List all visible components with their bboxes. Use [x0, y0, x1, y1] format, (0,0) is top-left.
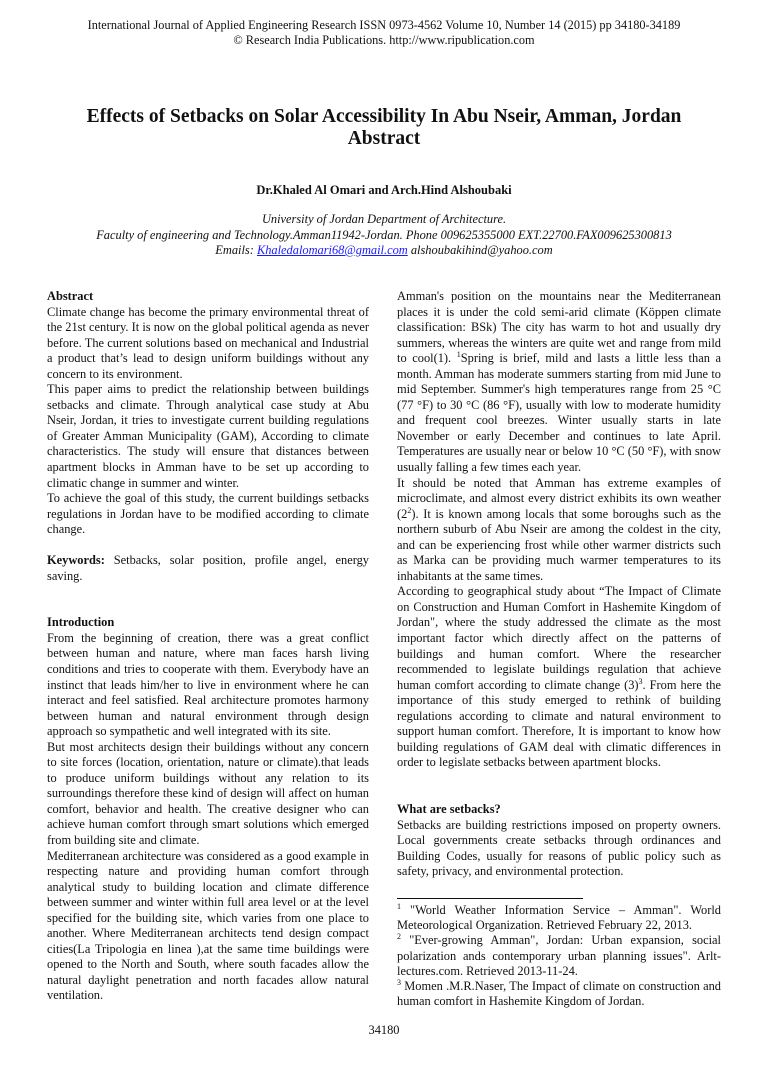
journal-citation: International Journal of Applied Engineering Research ISSN 0973-4562 Volume 10, Number 14 (2015) pp 34180-34189: [87, 18, 681, 32]
text: Amman's position on the mountains near the Mediterranean places it is under the cold semi-arid climate (Köppen climate classification: BSk) The city has warm to hot and usually dry summers, whereas the winters are quite wet and range from mild to cool(1).: [397, 289, 721, 366]
email-link[interactable]: Khaledalomari68@gmail.com: [256, 243, 408, 257]
emails-label: Emails:: [215, 243, 257, 257]
setbacks-paragraph: Setbacks are building restrictions imposed on property owners. Local governments create setbacks through ordinances and Building Codes, usually for reasons of public policy such as safety, privacy, and environmental protection.: [397, 817, 721, 879]
footnote-text: Momen .M.R.Naser, The Impact of climate on construction and human comfort in Hashemite Kingdom of Jordan.: [397, 979, 721, 1009]
intro-paragraph: But most architects design their buildings without any concern to site forces (location, orientation, nature or climate).that leads to produce uniform buildings without any relation to its surroundings therefore these kind of design will affect on human comfort, behavior and health. The creative designer who can achieve human comfort through smart solutions which emerged from building site and climate.: [47, 739, 369, 847]
paper-title: [0, 106, 768, 150]
keywords-label: Keywords:: [47, 553, 105, 568]
affiliation: [0, 212, 768, 259]
footnote: [397, 903, 721, 934]
publisher-line: © Research India Publications. http://www.ripublication.com: [233, 33, 535, 47]
affiliation-faculty: Faculty of engineering and Technology.Amman11942-Jordan. Phone 009625355000 EXT.22700.FAX009625300813: [96, 227, 672, 242]
authors: Dr.Khaled Al Omari and Arch.Hind Alshoubaki: [256, 183, 512, 197]
title-line: Effects of Setbacks on Solar Accessibility In Abu Nseir, Amman, Jordan: [86, 106, 682, 127]
abstract-heading: Abstract: [47, 289, 94, 303]
footnote-text: "World Weather Information Service – Amman". World Meteorological Organization. Retrieved February 22, 2013.: [397, 902, 721, 932]
abstract-paragraph: Climate change has become the primary environmental threat of the 21st century. It is now on the global political agenda as never before. The current solutions based on mechanical and Industrial a product that’s lead to design uniform buildings without any concern to its environment.: [47, 304, 369, 381]
setbacks-heading: What are setbacks?: [397, 801, 501, 816]
text: According to geographical study about “The Impact of Climate on Construction and Human Comfort in Hashemite Kingdom of Jordan", where the study addressed the climate as the most important factor which directly affect on the patterns of buildings and human comfort. Where the researcher recommended to legislate buildings regulation that achieve human comfort according to climate change (3): [397, 584, 721, 692]
left-column: [47, 289, 369, 1004]
microclimate-paragraph: [397, 476, 721, 585]
footnote: [397, 979, 721, 1010]
keywords-text: Setbacks, solar position, profile angel, energy saving.: [47, 553, 369, 583]
climate-paragraph: [397, 289, 721, 476]
footnote-number: 3: [397, 978, 401, 988]
footnote-text: "Ever-growing Amman", Jordan: Urban expansion, social polarization ands contemporary urban planning issues". Arlt-lectures.com. Retrieved 2013-11-24.: [397, 933, 721, 978]
intro-paragraph: From the beginning of creation, there was a great conflict between human and nature, where man faces harsh living conditions and tries to cooperate with them. Everybody have an instinct that leads him/her to live in environment where he can interact and feel satisfied. Real architecture promotes harmony between human and natural environment through design approach so sympathetic and well integrated with its site.: [47, 630, 369, 739]
footnote-number: 1: [397, 901, 401, 911]
abstract-paragraph: To achieve the goal of this study, the current buildings setbacks regulations in Jordan have to be modified according to climate change.: [47, 491, 369, 537]
page-number: 34180: [368, 1023, 400, 1037]
right-column: [397, 289, 721, 1010]
footnote-number: 2: [397, 932, 401, 942]
study-paragraph: [397, 584, 721, 771]
footnote-ref: 3: [638, 676, 643, 686]
text: Spring is brief, mild and lasts a little less than a month. Amman has moderate summers starting from mid June to mid September. Summer's high temperatures range from 25 °C (77 °F) to 30 °C (86 °F), usually with low to moderate humidity and frequent cool breezes. Winter usually starts in late November or early December and continues to late April. Temperatures are usually near or below 10 °C (50 °F), with snow usually falling a few times each year.: [397, 351, 722, 475]
text: ). It is known among locals that some boroughs such as the northern suburb of Abu Nseir are among the coldest in the city, and can be experiencing frost while other warmer districts such as Marka can be providing much warmer temperatures to its inhabitants at the same times.: [397, 506, 721, 583]
emails: [0, 243, 768, 259]
affiliation-university: University of Jordan Department of Architecture.: [261, 212, 507, 226]
intro-paragraph: Mediterranean architecture was considered as a good example in respecting nature and providing human comfort through analytical study to building location and climate difference between summer and winter within full area level or at the level specified for the building site, which varies from one place to another. Where Mediterranean architects tend design compact cities(La Tripologia en linea ),at the same time buildings were opened to the North and South, where south facades allow the natural daylight penetration and north facades allow natural ventilation.: [47, 848, 369, 1003]
footnote-ref: 1: [456, 350, 461, 360]
introduction-heading: Introduction: [47, 615, 115, 630]
abstract-paragraph: This paper aims to predict the relationship between buildings setbacks and climate. Through analytical case study at Abu Nseir, Jordan, it tries to investigate current building regulations of Greater Amman Municipality (GAM), According to climate characteristics. The study will ensure that distances between apartment blocks in Amman have to be set up according to climatic change in summer and winter.: [47, 382, 369, 490]
footnote: [397, 933, 721, 979]
title-abstract: Abstract: [347, 128, 421, 149]
text: It should be noted that Amman has extreme examples of microclimate, and almost every district exhibits its own weather (2: [397, 475, 721, 521]
journal-header: [0, 18, 768, 48]
email-2: alshoubakihind@yahoo.com: [407, 243, 553, 257]
footnote-ref: 2: [407, 505, 412, 515]
keywords: [47, 553, 369, 584]
footnote-divider: [397, 898, 583, 899]
text: . From here the importance of this study emerged to rethink of building regulations according to climate and natural environment to support human comfort. Therefore, It is important to know how building regulations of GAM deal with climatic differences in order to legislate setbacks between apartment blocks.: [397, 677, 722, 770]
